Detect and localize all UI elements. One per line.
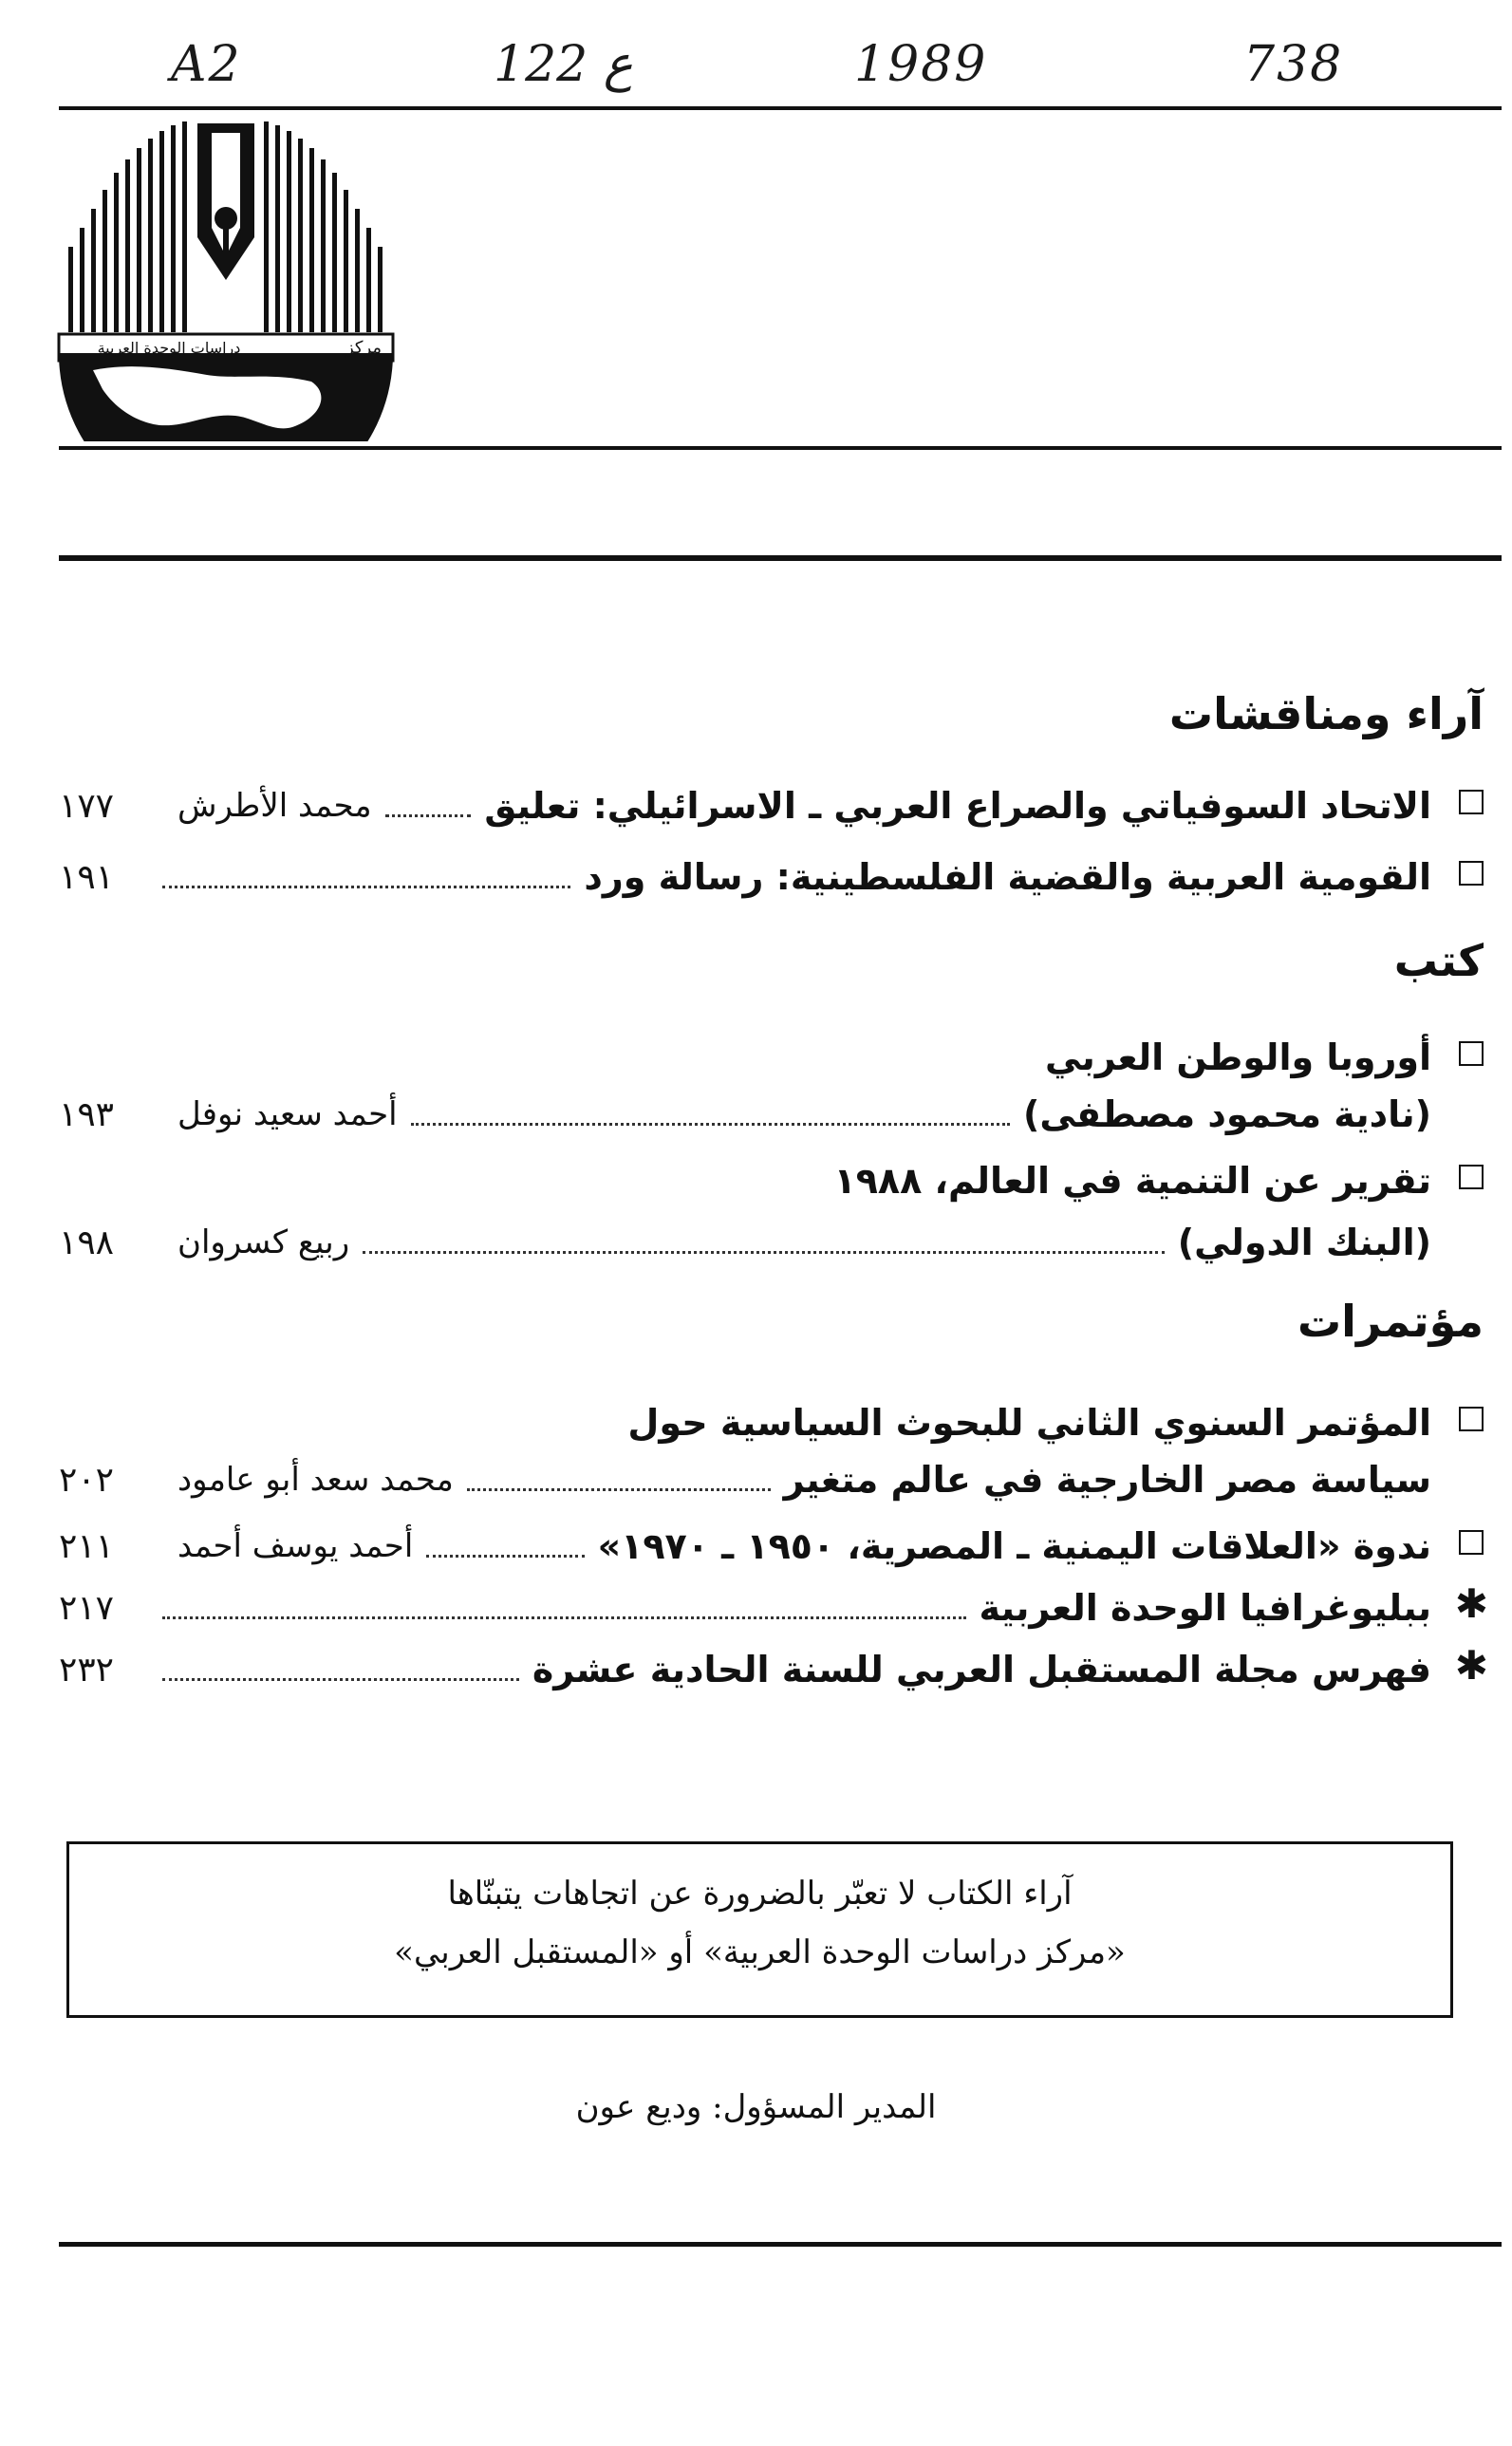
checkbox-square-icon xyxy=(1459,1041,1484,1066)
entry-page: ٢٣٢ xyxy=(59,1650,115,1690)
leader-dots xyxy=(363,1251,1165,1254)
entry-page: ١٩٨ xyxy=(59,1223,115,1262)
handwritten-note-d: 738 xyxy=(1243,36,1344,93)
entry-title: المؤتمر السنوي الثاني للبحوث السياسية حول xyxy=(627,1402,1431,1444)
disclaimer-line-2: «مركز دراسات الوحدة العربية» أو «المستقبل العربي» xyxy=(394,1933,1126,1971)
disclaimer-line-1: آراء الكتاب لا تعبّر بالضرورة عن اتجاهات يتبنّاها xyxy=(447,1875,1073,1913)
rule-under-logo xyxy=(59,446,1502,450)
asterisk-icon: ✱ xyxy=(1454,1580,1488,1627)
leader-dots xyxy=(162,886,570,888)
entry-title: ببليوغرافيا الوحدة العربية xyxy=(979,1587,1431,1629)
section-heading-conferences: مؤتمرات xyxy=(1297,1296,1484,1347)
bottom-rule xyxy=(59,2242,1502,2247)
toc-entry-5 xyxy=(59,1452,1431,1507)
entry-author: ربيع كسروان xyxy=(177,1223,350,1261)
leader-dots xyxy=(385,814,472,817)
disclaimer-box xyxy=(66,1841,1453,2018)
logo-label-right: مركز xyxy=(345,338,383,358)
entry-author: محمد سعد أبو عامود xyxy=(177,1461,454,1499)
toc-entry-4 xyxy=(59,1215,1431,1270)
leader-dots xyxy=(426,1555,584,1558)
entry-page: ١٧٧ xyxy=(59,786,115,826)
entry-author: أحمد يوسف أحمد xyxy=(177,1527,414,1565)
entry-page: ٢٠٢ xyxy=(59,1460,115,1500)
entry-title: أوروبا والوطن العربي xyxy=(1045,1036,1431,1078)
entry-title: فهرس مجلة المستقبل العربي للسنة الحادية عشرة xyxy=(532,1649,1431,1690)
entry-page: ١٩١ xyxy=(59,857,115,897)
entry-page: ٢١٧ xyxy=(59,1588,115,1628)
entry-subtitle: سياسة مصر الخارجية في عالم متغير xyxy=(783,1459,1431,1501)
checkbox-square-icon xyxy=(1459,1530,1484,1555)
checkbox-square-icon xyxy=(1459,861,1484,886)
toc-entry-3-title xyxy=(59,1030,1431,1085)
toc-entry-8 xyxy=(59,1642,1488,1697)
handwritten-note-b: 122 ع xyxy=(494,36,633,93)
section-heading-books: كتب xyxy=(1393,935,1484,986)
entry-title: تقرير عن التنمية في العالم، ١٩٨٨ xyxy=(833,1160,1431,1202)
handwritten-note-c: 1989 xyxy=(854,36,988,93)
entry-subtitle: (البنك الدولي) xyxy=(1177,1222,1431,1263)
handwritten-note-a: A2 xyxy=(171,36,242,93)
leader-dots xyxy=(162,1616,966,1619)
toc-entry-4-title xyxy=(59,1153,1431,1208)
leader-dots xyxy=(467,1488,771,1491)
checkbox-square-icon xyxy=(1459,790,1484,814)
toc-entry-5-title xyxy=(59,1395,1431,1450)
checkbox-square-icon xyxy=(1459,1407,1484,1431)
toc-entry-7 xyxy=(59,1580,1488,1635)
entry-author: أحمد سعيد نوفل xyxy=(177,1095,398,1133)
entry-title: ندوة «العلاقات اليمنية ـ المصرية، ١٩٥٠ ـ ١٩٧٠» xyxy=(597,1525,1431,1567)
entry-page: ٢١١ xyxy=(59,1526,115,1566)
entry-title: الاتحاد السوفياتي والصراع العربي ـ الاسرائيلي: تعليق xyxy=(484,785,1431,827)
logo-emblem xyxy=(55,114,397,441)
toc-entry-3 xyxy=(59,1087,1431,1142)
managing-editor: المدير المسؤول: وديع عون xyxy=(575,2088,937,2126)
logo-label-left: دراسات الوحدة العربية xyxy=(97,339,241,357)
leader-dots xyxy=(411,1123,1010,1126)
top-rule xyxy=(59,106,1502,110)
checkbox-square-icon xyxy=(1459,1165,1484,1189)
toc-entry-6 xyxy=(59,1519,1431,1574)
entry-subtitle: (نادية محمود مصطفى) xyxy=(1022,1093,1431,1135)
entry-title: القومية العربية والقضية الفلسطينية: رسالة ورد xyxy=(584,856,1431,898)
rule-thick xyxy=(59,555,1502,561)
leader-dots xyxy=(162,1678,519,1681)
entry-page: ١٩٣ xyxy=(59,1094,115,1134)
asterisk-icon: ✱ xyxy=(1454,1642,1488,1689)
toc-entry-1 xyxy=(59,778,1431,833)
toc-entry-2 xyxy=(59,850,1431,905)
entry-author: محمد الأطرش xyxy=(177,787,372,825)
section-heading-opinions: آراء ومناقشات xyxy=(1168,688,1484,739)
